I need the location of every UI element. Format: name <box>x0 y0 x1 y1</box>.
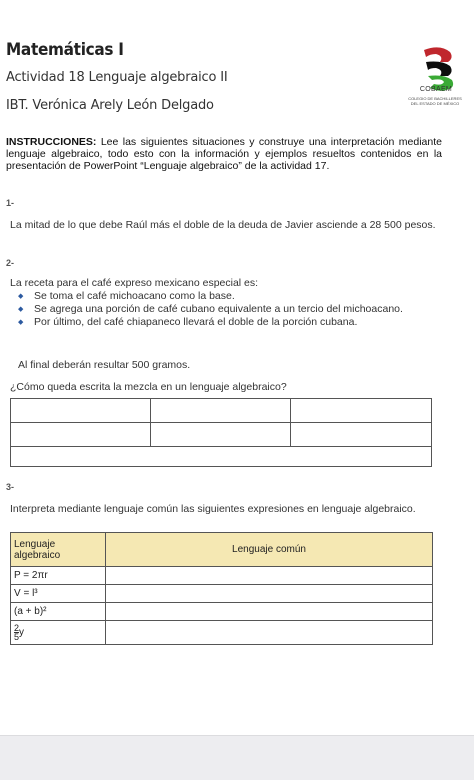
column-header: Lenguaje común <box>106 533 433 567</box>
expression-cell: V = l³ <box>11 585 106 603</box>
logo-tagline: COLEGIO DE BACHILLERES <box>408 96 462 101</box>
answer-cell[interactable] <box>291 423 432 447</box>
column-header: Lenguaje algebraico <box>11 533 106 567</box>
answer-cell[interactable] <box>151 399 291 423</box>
section2-final: Al final deberán resultar 500 gramos. <box>18 359 191 371</box>
section2-intro: La receta para el café expreso mexicano especial es: <box>10 277 259 289</box>
fraction-numerator: 2 <box>14 623 20 633</box>
table-row <box>11 621 433 645</box>
instructions <box>6 136 442 172</box>
expressions-table <box>10 532 433 645</box>
activity-title: Actividad 18 Lenguaje algebraico II <box>6 70 228 85</box>
answer-grid <box>10 398 432 467</box>
answer-cell-wide[interactable] <box>11 447 432 467</box>
section3-intro: Interpreta mediante lenguaje común las siguientes expresiones en lenguaje algebraico. <box>10 503 416 515</box>
answer-cell[interactable] <box>291 399 432 423</box>
answer-cell[interactable] <box>106 567 433 585</box>
section1-text: La mitad de lo que debe Raúl más el doble de la deuda de Javier asciende a 28 500 pesos. <box>10 219 436 231</box>
section-number-3: 3- <box>6 482 15 492</box>
answer-cell[interactable] <box>11 423 151 447</box>
answer-cell[interactable] <box>106 585 433 603</box>
answer-cell[interactable] <box>106 621 433 645</box>
page-title: Matemáticas I <box>6 40 124 60</box>
table-row <box>11 567 433 585</box>
expression-cell <box>11 621 106 645</box>
answer-cell[interactable] <box>11 399 151 423</box>
fraction-variable: y <box>19 627 25 639</box>
list-item: ◆ Se agrega una porción de café cubano equivalente a un tercio del michoacano. <box>18 303 446 316</box>
author-name: IBT. Verónica Arely León Delgado <box>6 98 214 113</box>
expression-cell: P = 2πr <box>11 567 106 585</box>
table-row <box>11 585 433 603</box>
list-item: ◆ Se toma el café michoacano como la base. <box>18 290 446 303</box>
expression-cell: (a + b)² <box>11 603 106 621</box>
section-number-2: 2- <box>6 258 15 268</box>
table-row <box>11 603 433 621</box>
fraction-denominator: 5 <box>14 632 20 642</box>
page-bottom-band <box>0 735 474 780</box>
section2-question: ¿Cómo queda escrita la mezcla en un lenguaje algebraico? <box>10 381 287 393</box>
section-number-1: 1- <box>6 198 15 208</box>
recipe-list <box>18 290 446 329</box>
logo-name: COBAEM <box>419 86 453 93</box>
instructions-label: INSTRUCCIONES: <box>6 136 97 148</box>
logo-tagline-2: DEL ESTADO DE MÉXICO <box>410 101 460 106</box>
answer-cell[interactable] <box>151 423 291 447</box>
list-item: ◆ Por último, del café chiapaneco llevará el doble de la porción cubana. <box>18 316 446 329</box>
answer-cell[interactable] <box>106 603 433 621</box>
instructions-text: Lee las siguientes situaciones y construye una interpretación mediante lenguaje algebraico, todo esto con la información y ejemplos resueltos contenidos en la presentación de PowerPoint “Lenguaje algebraico” de la actividad 17. <box>6 136 442 172</box>
